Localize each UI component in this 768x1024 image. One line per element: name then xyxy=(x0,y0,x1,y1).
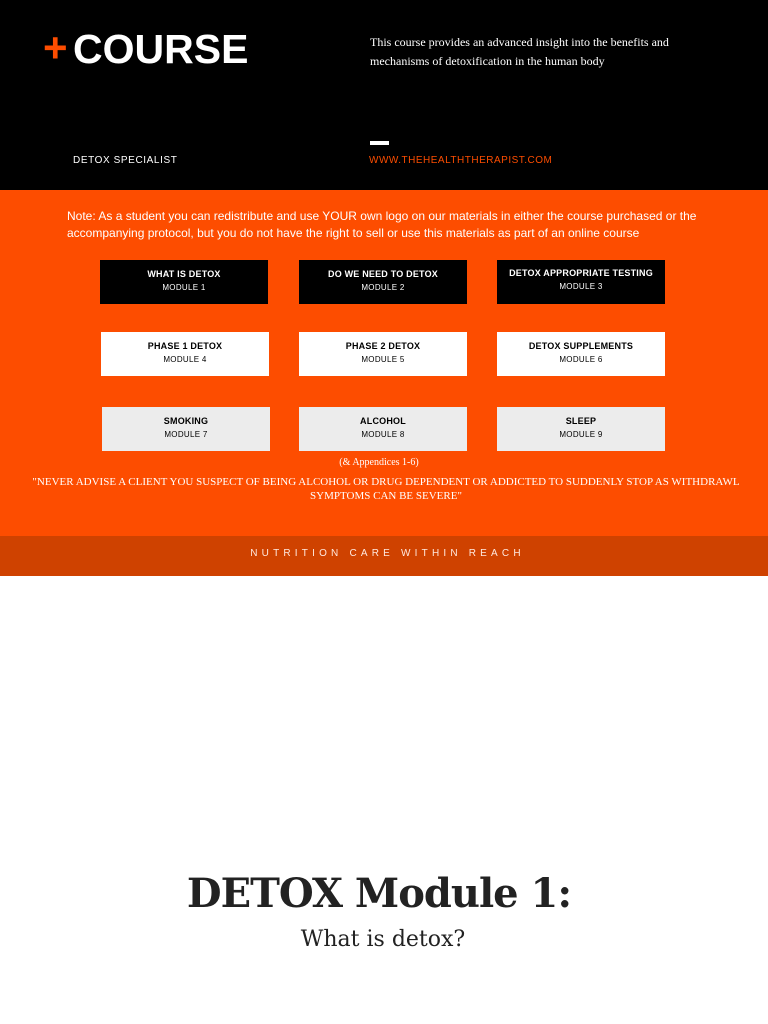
module-card-6[interactable] xyxy=(497,332,665,376)
module-subheading: What is detox? xyxy=(300,927,466,952)
website-link[interactable]: WWW.THEHEALTHTHERAPIST.COM xyxy=(369,155,553,166)
module-card-title: SLEEP xyxy=(565,416,597,426)
redistribution-note: Note: As a student you can redistribute and use YOUR own logo on our materials in either the course purchased or the accompanying protocol, but you do not have the right to sell or use this materials as part of an online course xyxy=(67,209,697,240)
module-card-number: MODULE 6 xyxy=(559,355,603,364)
module-card-8[interactable] xyxy=(299,407,467,451)
module-card-number: MODULE 5 xyxy=(361,355,405,364)
module-card-number: MODULE 7 xyxy=(164,430,208,439)
module-card-number: MODULE 9 xyxy=(559,430,603,439)
withdrawal-warning: "NEVER ADVISE A CLIENT YOU SUSPECT OF BEING ALCOHOL OR DRUG DEPENDENT OR ADDICTED TO SUDDENLY STOP AS WITHDRAWL SYMPTOMS CAN BE SEVERE" xyxy=(32,476,740,502)
module-card-1[interactable] xyxy=(100,260,268,304)
module-card-title: PHASE 1 DETOX xyxy=(147,341,223,351)
module-card-7[interactable] xyxy=(102,407,270,451)
module-card-4[interactable] xyxy=(101,332,269,376)
module-card-number: MODULE 1 xyxy=(162,283,206,292)
module-card-number: MODULE 8 xyxy=(361,430,405,439)
appendices-note: (& Appendices 1-6) xyxy=(339,457,419,468)
course-description: This course provides an advanced insight into the benefits and mechanisms of detoxification in the human body xyxy=(370,35,669,68)
module-card-number: MODULE 4 xyxy=(163,355,207,364)
module-heading: DETOX Module 1: xyxy=(186,870,572,917)
course-subtitle: DETOX SPECIALIST xyxy=(73,155,178,166)
module-card-5[interactable] xyxy=(299,332,467,376)
tagline: NUTRITION CARE WITHIN REACH xyxy=(250,548,525,559)
module-card-2[interactable] xyxy=(299,260,467,304)
module-card-3[interactable] xyxy=(497,260,665,304)
module-card-title: DETOX APPROPRIATE TESTING xyxy=(509,268,653,278)
module-card-title: SMOKING xyxy=(163,416,209,426)
module-card-number: MODULE 3 xyxy=(559,282,603,291)
module-card-9[interactable] xyxy=(497,407,665,451)
course-header xyxy=(0,0,768,190)
module-card-title: ALCOHOL xyxy=(360,416,406,426)
module-card-number: MODULE 2 xyxy=(361,283,405,292)
plus-icon: + xyxy=(43,24,68,71)
module-card-title: PHASE 2 DETOX xyxy=(345,341,421,351)
course-brand-title: COURSE xyxy=(73,26,249,72)
module-card-title: DETOX SUPPLEMENTS xyxy=(528,341,634,351)
tagline-band xyxy=(0,536,768,576)
module-card-title: DO WE NEED TO DETOX xyxy=(328,269,438,279)
module-card-title: WHAT IS DETOX xyxy=(147,269,221,279)
course-overview-panel xyxy=(0,190,768,536)
divider-dash xyxy=(370,141,389,145)
